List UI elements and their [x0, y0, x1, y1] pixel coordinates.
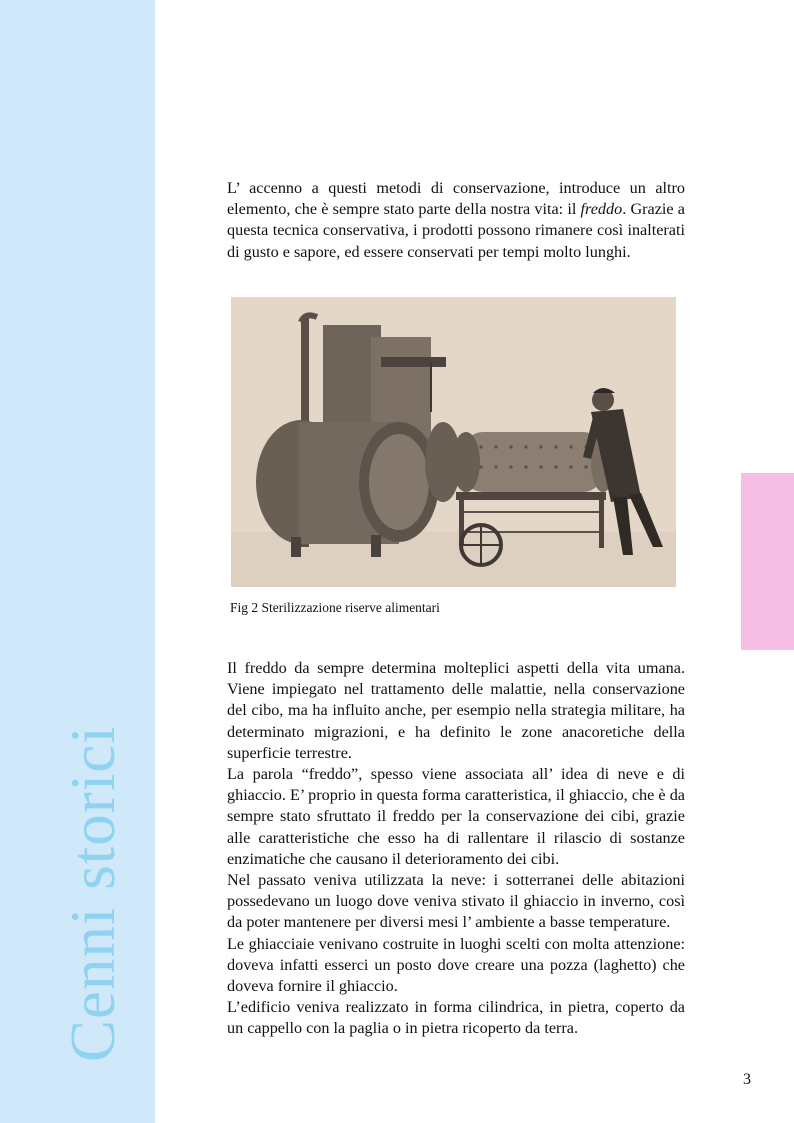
figure-caption: Fig 2 Sterilizzazione riserve alimentari: [230, 600, 440, 615]
intro-text-before: L’ accenno a questi metodi di conservazione, introduce un altro elemento, che è sempre stato parte della nostra vita: il: [227, 179, 685, 219]
body-paragraph: Nel passato veniva utilizzata la neve: i sotterranei delle abitazioni possedevano un luogo dove veniva stivato il ghiaccio in inverno, così da poter mantenere per diversi mesi l’ ambiente a basse temperature.: [227, 871, 685, 932]
page-number: 3: [743, 1071, 751, 1088]
machine-drawing: [231, 297, 676, 587]
body-paragraph: La parola “freddo”, spesso viene associata all’ idea di neve e di ghiaccio. E’ proprio in questa forma caratteristica, il ghiaccio, che è da sempre stato sfruttato il freddo per la conservazione dei cibi, grazie alle caratteristiche che esso ha di rallentare il rilascio di sostanze enzimatiche che causano il deterioramento dei cibi.: [227, 765, 685, 868]
intro-paragraph: [227, 178, 685, 263]
chapter-tab: [741, 473, 794, 650]
sterilization-machine-illustration: [231, 297, 676, 587]
body-text: [227, 658, 685, 1040]
section-title: Cenni storici: [58, 725, 128, 1062]
intro-text-after: . Grazie a questa tecnica conservativa, i prodotti possono rimanere così inalterati di gusto e sapore, ed essere conservati per tempi molto lunghi.: [227, 200, 685, 261]
body-paragraph: L’edificio veniva realizzato in forma cilindrica, in pietra, coperto da un cappello con la paglia o in pietra ricoperto da terra.: [227, 998, 685, 1038]
body-paragraph: Il freddo da sempre determina molteplici aspetti della vita umana. Viene impiegato nel trattamento delle malattie, nella conservazione del cibo, ma ha influito anche, per esempio nella strategia militare, ha determinato migrazioni, e ha definito le zone anacoretiche della superficie terrestre.: [227, 659, 685, 762]
intro-emphasis: freddo: [580, 200, 623, 219]
body-paragraph: Le ghiacciaie venivano costruite in luoghi scelti con molta attenzione: doveva infatti esserci un posto dove creare una pozza (laghetto) che doveva fornire il ghiaccio.: [227, 934, 685, 996]
